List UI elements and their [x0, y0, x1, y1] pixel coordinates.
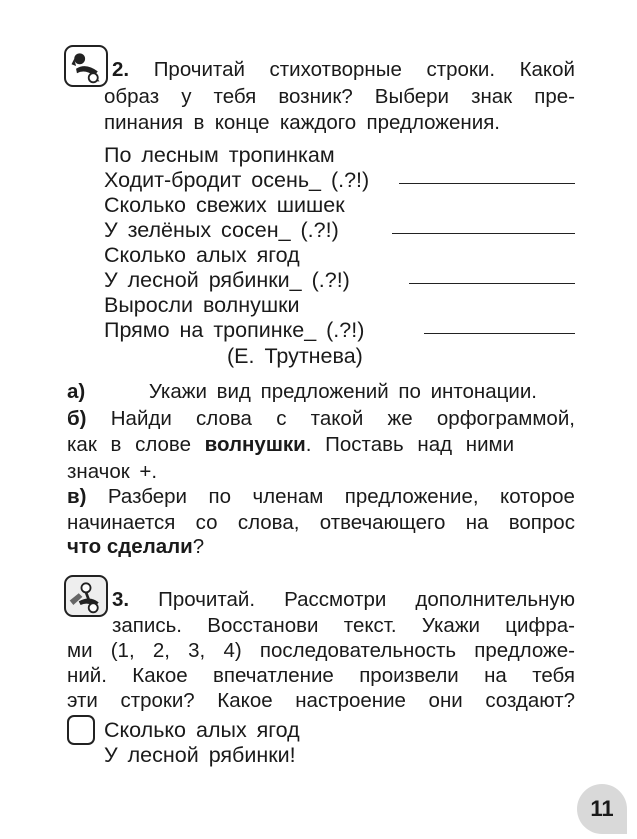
- word: знак: [471, 85, 513, 108]
- task-a-text: Укажи вид предложений по интонации.: [148, 380, 537, 403]
- exercise-2-number: 2.: [112, 58, 130, 81]
- word: начинается: [67, 511, 176, 534]
- word: Какой: [519, 58, 575, 81]
- poem-line-1: По лесным тропинкам: [104, 143, 335, 167]
- word: Укажи: [421, 614, 480, 637]
- exercise-2-intro-line-1: [112, 58, 575, 82]
- word: настроение: [295, 689, 406, 712]
- poem-line-6: У лесной рябинки_ (.?!): [104, 268, 350, 292]
- word: образ: [104, 85, 160, 108]
- task-b-line-2: [67, 433, 514, 457]
- task-b-label: б): [67, 407, 87, 430]
- word: (1,: [110, 639, 135, 662]
- word: у: [181, 85, 192, 108]
- poem-line-5: Сколько алых ягод: [104, 243, 300, 267]
- poem-line-2: Ходит-бродит осень_ (.?!): [104, 168, 370, 192]
- word: тебя: [213, 85, 257, 108]
- poem-answer-line-4[interactable]: [424, 333, 575, 334]
- exercise-3-number: 3.: [112, 588, 130, 611]
- poem-line-7: Выросли волнушки: [104, 293, 300, 317]
- text: ?: [192, 535, 205, 558]
- word: Выбери: [374, 85, 449, 108]
- word: пинания: [104, 111, 184, 134]
- task-a: [67, 380, 537, 404]
- poem-answer-line-2[interactable]: [392, 233, 575, 234]
- word: на: [465, 511, 489, 534]
- poem-line-4: У зелёных сосен_ (.?!): [104, 218, 339, 242]
- word: эти: [67, 689, 98, 712]
- word: цифра-: [505, 614, 575, 637]
- word: Рассмотри: [284, 588, 387, 611]
- word: последовательность: [259, 639, 457, 662]
- record-line-1: Сколько алых ягод: [104, 718, 300, 742]
- word: с: [276, 407, 287, 430]
- text: как в слове: [67, 433, 205, 456]
- word: орфограммой,: [436, 407, 575, 430]
- text: . Поставь над ними: [305, 433, 515, 456]
- poem-line-3: Сколько свежих шишек: [104, 193, 345, 217]
- keyword-chto-sdelali: что сделали: [67, 535, 193, 558]
- word: предложения.: [366, 111, 500, 134]
- word: 4): [223, 639, 242, 662]
- word: они: [428, 689, 463, 712]
- word: ми: [67, 639, 93, 662]
- word: дополнительную: [415, 588, 575, 611]
- exercise-3-line-5: [67, 689, 575, 713]
- word: каждого: [279, 111, 357, 134]
- task-a-label: а): [67, 380, 86, 403]
- word: со: [195, 511, 218, 534]
- task-v-line-3: [67, 535, 204, 559]
- word: слова: [196, 407, 252, 430]
- word: членам: [252, 485, 324, 508]
- word: Какое: [132, 664, 188, 687]
- word: слова,: [237, 511, 300, 534]
- record-line-2: У лесной рябинки!: [104, 743, 296, 767]
- word: тебя: [532, 664, 575, 687]
- page-number: 11: [577, 784, 627, 834]
- exercise-2-intro-line-3: [104, 111, 500, 135]
- word: пре-: [534, 85, 575, 108]
- word: ний.: [67, 664, 107, 687]
- word: возник?: [278, 85, 353, 108]
- word: Прочитай: [153, 58, 245, 81]
- word: Разбери: [107, 485, 188, 508]
- task-v-label: в): [67, 485, 87, 508]
- word: 3,: [188, 639, 206, 662]
- poem-author: (Е. Трутнева): [227, 344, 363, 368]
- poem-answer-line-1[interactable]: [399, 183, 575, 184]
- task-b-line-3: значок +.: [67, 460, 158, 483]
- word: впечатление: [213, 664, 334, 687]
- word: такой: [310, 407, 364, 430]
- word: предложение,: [344, 485, 479, 508]
- task-v-line-2: [67, 511, 575, 535]
- exercise-2-pencil-hand-icon: [64, 45, 108, 87]
- word: Найди: [110, 407, 172, 430]
- word: конце: [214, 111, 270, 134]
- word: предложе-: [474, 639, 575, 662]
- word: стихотворные: [269, 58, 402, 81]
- word: которое: [500, 485, 575, 508]
- word: вопрос: [508, 511, 575, 534]
- poem-answer-line-3[interactable]: [409, 283, 575, 284]
- word: отвечающего: [319, 511, 446, 534]
- word: строки.: [426, 58, 496, 81]
- exercise-3-line-3: [67, 639, 575, 663]
- word: Прочитай.: [158, 588, 256, 611]
- word: запись.: [112, 614, 182, 637]
- word: произвели: [359, 664, 459, 687]
- word: в: [193, 111, 205, 134]
- word: же: [387, 407, 413, 430]
- word: Восстанови: [207, 614, 319, 637]
- task-b-line-1: [67, 407, 575, 431]
- exercise-3-pencil-hand-icon: [64, 575, 108, 617]
- word: по: [208, 485, 231, 508]
- exercise-3-line-4: [67, 664, 575, 688]
- keyword-volnushki: волнушки: [204, 433, 306, 456]
- exercise-3-line-2: [112, 614, 575, 638]
- poem-line-8: Прямо на тропинке_ (.?!): [104, 318, 365, 342]
- task-v-line-1: [67, 485, 575, 509]
- word: на: [484, 664, 507, 687]
- exercise-3-line-1: [112, 588, 575, 612]
- word: текст.: [343, 614, 397, 637]
- exercise-2-intro-line-2: [104, 85, 575, 109]
- order-number-box[interactable]: [67, 715, 95, 745]
- word: создают?: [485, 689, 575, 712]
- word: 2,: [152, 639, 170, 662]
- word: Какое: [217, 689, 273, 712]
- word: строки?: [120, 689, 195, 712]
